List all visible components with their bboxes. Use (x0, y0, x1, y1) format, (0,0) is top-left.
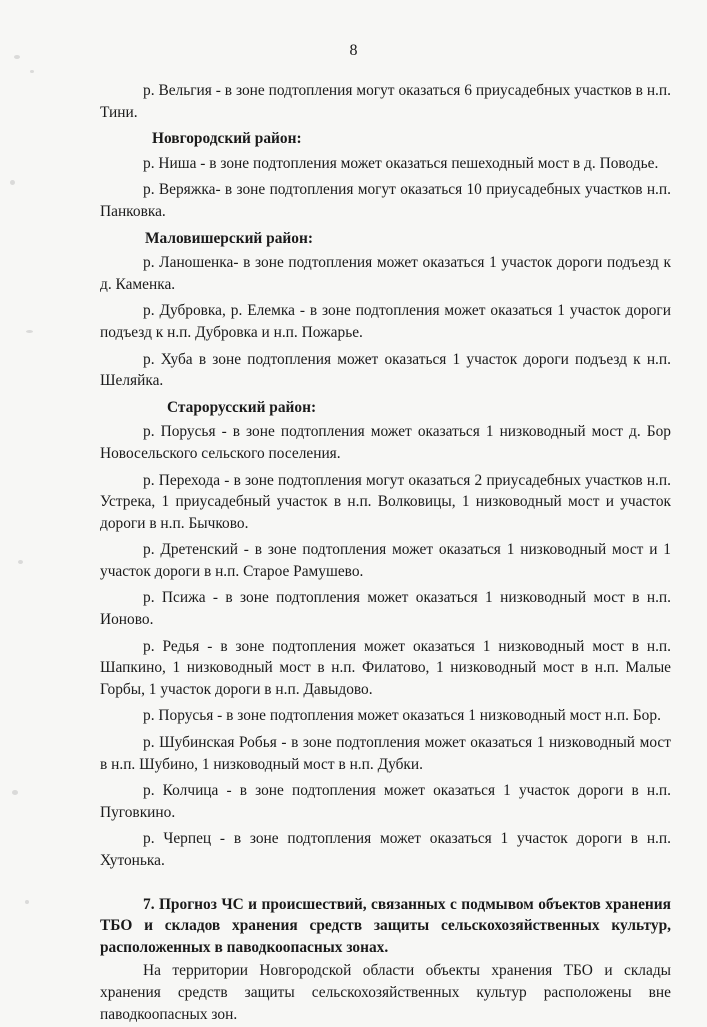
paragraph-dretensky: р. Дретенский - в зоне подтопления может оказаться 1 низководный мост и 1 участок дороги в н.п. Старое Рамушево. (100, 541, 671, 580)
scan-speck (12, 790, 18, 795)
paragraph-porusya-2: р. Порусья - в зоне подтопления может оказаться 1 низководный мост н.п. Бор. (143, 707, 661, 725)
scan-speck (25, 900, 29, 904)
paragraph-redya: р. Редья - в зоне подтопления может оказаться 1 низководный мост в н.п. Шапкино, 1 низководный мост в н.п. Филатово, 1 низководный мост в н.п. Малые Горбы, 1 участок дороги в н.п. Давыдово. (100, 637, 671, 698)
heading-starorussky-district: Старорусский район: (167, 398, 317, 416)
scan-speck (10, 180, 15, 185)
paragraph-khuba: р. Хуба в зоне подтопления может оказаться 1 участок дороги подъезд к н.п. Шеляйка. (100, 350, 671, 390)
paragraph-lanoshenka: р. Ланошенка- в зоне подтопления может оказаться 1 участок дороги подъезд к д. Каменка. (100, 254, 671, 293)
page-number: 8 (349, 42, 358, 59)
heading-novgorod-district: Новгородский район: (152, 130, 302, 148)
section-7-title: 7. Прогноз ЧС и происшествий, связанных с подмывом объектов хранения ТБО и складов хранения средств защиты сельскохозяйственных культур, расположенных в паводкоопасных зонах. (100, 895, 671, 956)
section-7-body: На территории Новгородской области объекты хранения ТБО и склады хранения средств защиты сельскохозяйственных культур расположены вне паводкоопасных зон. (100, 962, 671, 1023)
heading-malovishera-district: Маловишерский район: (145, 229, 313, 247)
paragraph-shubinskaya-robya: р. Шубинская Робья - в зоне подтопления может оказаться 1 низководный мост в н.п. Шубино, 1 низководный мост в н.п. Дубки. (100, 734, 671, 773)
scan-speck (18, 560, 23, 564)
document-body (100, 80, 671, 1027)
paragraph-perekhoda: р. Перехода - в зоне подтопления могут оказаться 2 приусадебных участков н.п. Устрека, 1 приусадебный участок в н.п. Волковицы, 1 низководный мост и участок дороги в н.п. Бычково. (100, 471, 671, 532)
paragraph-velgiya: р. Вельгия - в зоне подтопления могут оказаться 6 приусадебных участков в н.п. Тини. (100, 82, 671, 121)
paragraph-porusya-1: р. Порусья - в зоне подтопления может оказаться 1 низководный мост д. Бор Новосельского сельского поселения. (100, 423, 671, 462)
paragraph-cherpets: р. Черпец - в зоне подтопления может оказаться 1 участок дороги в н.п. Хутонька. (100, 830, 671, 869)
paragraph-kolchitsa: р. Колчица - в зоне подтопления может оказаться 1 участок дороги в н.п. Пуговкино. (100, 782, 671, 821)
paragraph-veryazhka: р. Веряжка- в зоне подтопления могут оказаться 10 приусадебных участков н.п. Панковка. (100, 181, 671, 220)
paragraph-nisha: р. Ниша - в зоне подтопления может оказаться пешеходный мост в д. Поводье. (143, 154, 659, 172)
scan-speck (30, 70, 34, 73)
scan-speck (26, 330, 33, 333)
paragraph-psizha: р. Псижа - в зоне подтопления может оказаться 1 низководный мост в н.п. Ионово. (100, 589, 671, 629)
paragraph-dubrovka: р. Дубровка, р. Елемка - в зоне подтопления может оказаться 1 участок дороги подъезд к н.п. Дубровка и н.п. Пожарье. (100, 302, 671, 341)
